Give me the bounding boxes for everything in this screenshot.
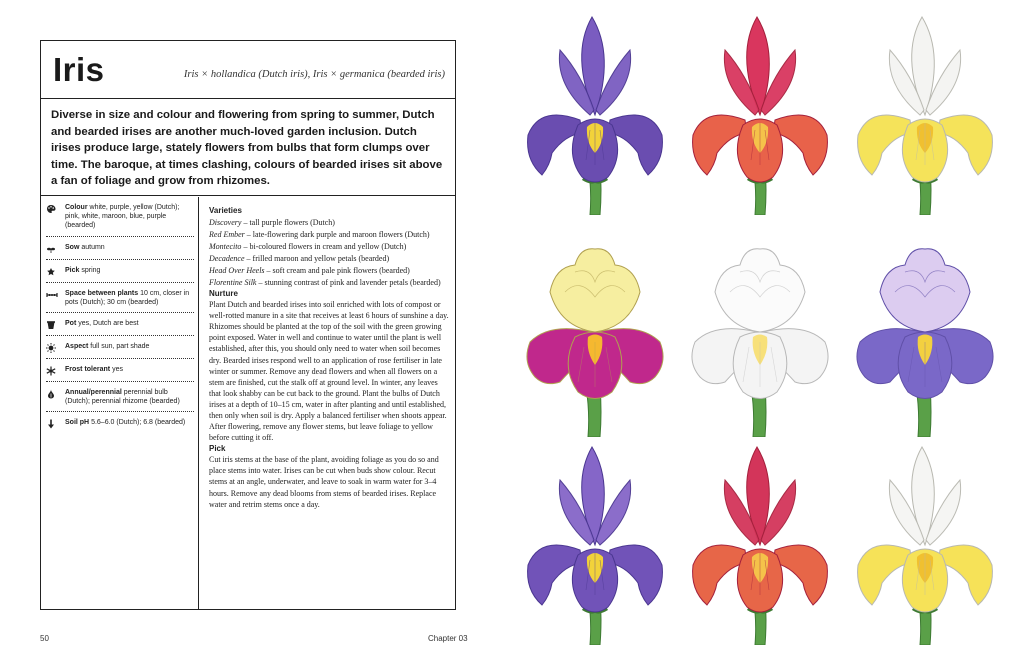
fact-colour xyxy=(46,197,194,237)
variety-item: Red Ember – late-flowering dark purple and maroon flowers (Dutch) xyxy=(209,229,430,239)
variety-item: Montecito – bi-coloured flowers in cream and yellow (Dutch) xyxy=(209,241,407,251)
yellow-magenta-bearded-iris-illustration xyxy=(520,237,670,437)
seeds-icon xyxy=(46,244,65,254)
red-dutch-iris-2-illustration xyxy=(685,445,835,645)
fact-label: Aspect xyxy=(65,343,89,351)
purple-dutch-iris-2-illustration xyxy=(520,445,670,645)
notes-column xyxy=(199,197,455,609)
fact-sow xyxy=(46,237,194,260)
varieties-heading: Varieties xyxy=(209,206,242,215)
fact-label: Colour xyxy=(65,204,88,211)
lavender-bearded-iris-illustration xyxy=(850,237,1000,437)
fact-soil-ph xyxy=(46,412,194,434)
fact-label: Annual/perennial xyxy=(65,389,122,397)
fact-label: Frost tolerant xyxy=(65,366,111,374)
white-yellow-dutch-iris-2-illustration xyxy=(850,445,1000,645)
frost-icon xyxy=(46,366,65,376)
iris-info-card xyxy=(40,40,456,610)
fact-pot xyxy=(46,313,194,336)
red-dutch-iris-illustration xyxy=(685,15,835,215)
variety-item: Florentine Silk – stunning contrast of pink and lavender petals (bearded) xyxy=(209,277,441,287)
fact-label: Sow xyxy=(65,243,80,251)
botanical-names: Iris × hollandica (Dutch iris), Iris × germanica (bearded iris) xyxy=(183,69,445,80)
fact-aspect xyxy=(46,336,194,359)
variety-item: Discovery – tall purple flowers (Dutch) xyxy=(209,217,335,227)
palette-icon xyxy=(46,204,65,214)
pick-text: Cut iris stems at the base of the plant, avoiding foliage as you do so and place stems into water. Irises can be cut when buds show colour. Recut stems at an angle, underwater, and leave to soak in warm water for 3–4 hours. Remove any dead blooms from stems of bearded irises. Replace water and retrim stems once a day. xyxy=(209,455,439,509)
pot-icon xyxy=(46,320,65,330)
fact-value: 5.6–6.0 (Dutch); 6.8 (bearded) xyxy=(91,419,186,427)
nurture-text: Plant Dutch and bearded irises into soil enriched with lots of compost or well-rotted manure in a site that receives at least 6 hours of sunshine a day. Rhizomes should be planted at the top of the soil with the green growing point exposed. Water in well and continue to water until the plant is well established, after this, you should only need to water when soil becomes dry. Bearded irises respond well to an application of rose fertiliser in late winter or summer. Remove any dead flowers and when all flowers on a stem are finished, cut the stalk off at ground level. In winter, any leaves that look shabby can be cut back to the ground. Plant the bulbs of Dutch irises at a depth of 10–15 cm, water in after planting and until established, then only when soil is dry. Apply a balanced fertiliser when shoots appear. After flowering, remove any flower stems, but leave foliage to yellow before cutting it off. xyxy=(209,300,449,442)
fact-label: Pot xyxy=(65,320,77,328)
ph-icon xyxy=(46,419,65,429)
nurture-heading: Nurture xyxy=(209,288,238,298)
spacing-icon xyxy=(46,290,65,300)
card-header xyxy=(41,41,455,99)
fact-label: Space between plants xyxy=(65,289,139,297)
fact-value: spring xyxy=(81,266,101,274)
flower-pick-icon xyxy=(46,267,65,277)
purple-dutch-iris-illustration xyxy=(520,15,670,215)
sun-icon xyxy=(46,343,65,353)
fact-value: full sun, part shade xyxy=(90,343,150,351)
variety-item: Head Over Heels – soft cream and pale pink flowers (bearded) xyxy=(209,265,410,275)
fact-value: autumn xyxy=(81,243,105,251)
white-bearded-iris-illustration xyxy=(685,237,835,437)
pick-heading: Pick xyxy=(209,443,226,453)
variety-item: Decadence – frilled maroon and yellow petals (bearded) xyxy=(209,253,390,263)
card-body xyxy=(41,197,455,609)
chapter-label: Chapter 03 xyxy=(428,634,468,643)
intro-paragraph: Diverse in size and colour and flowering from spring to summer, Dutch and bearded irises are another much-loved garden inclusion. Dutch irises produce large, stately flowers from bulbs that form clumps over time. The baroque, at times clashing, colours of bearded irises sit above a fan of foliage and grow from rhizomes. xyxy=(41,99,455,196)
fact-value: white, purple, yellow (Dutch); pink, white, maroon, blue, purple (bearded) xyxy=(65,204,180,230)
fact-label: Pick xyxy=(65,266,80,274)
bulb-icon xyxy=(46,389,65,399)
facts-column xyxy=(41,197,199,609)
page-number: 50 xyxy=(40,634,49,643)
fact-label: Soil pH xyxy=(65,419,90,427)
white-yellow-dutch-iris-illustration xyxy=(850,15,1000,215)
iris-illustrations xyxy=(515,15,1020,655)
fact-annual-perennial xyxy=(46,382,194,412)
fact-spacing xyxy=(46,283,194,313)
fact-value: 10 cm, closer in pots (Dutch); 30 cm (bearded) xyxy=(65,289,190,306)
page-title: Iris xyxy=(53,51,105,88)
fact-value: perennial bulb (Dutch); perennial rhizome (bearded) xyxy=(65,389,180,406)
fact-pick xyxy=(46,260,194,283)
fact-value: yes, Dutch are best xyxy=(78,320,139,328)
fact-frost xyxy=(46,359,194,382)
fact-value: yes xyxy=(112,366,123,374)
